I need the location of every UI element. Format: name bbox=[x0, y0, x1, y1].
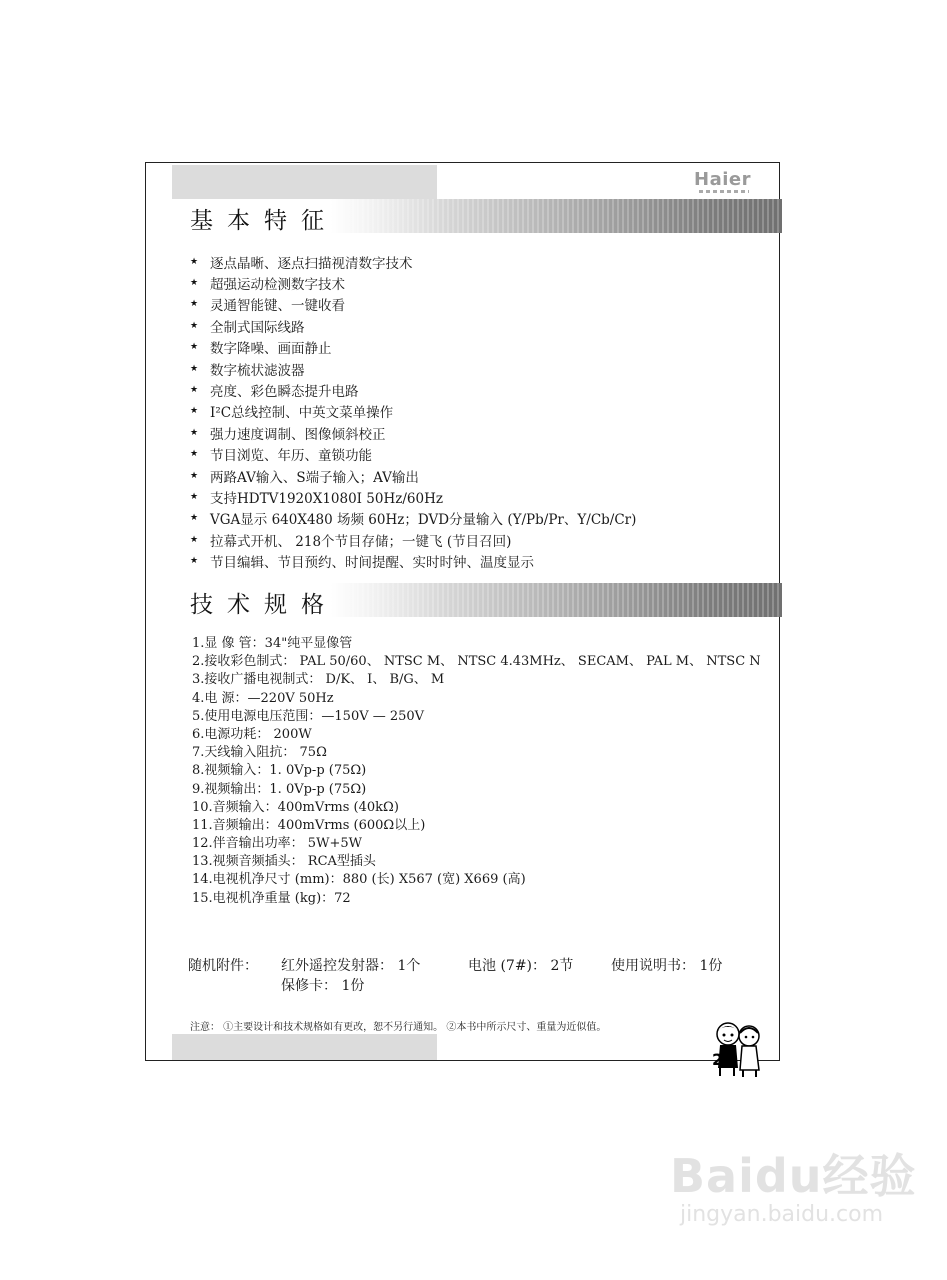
feature-text: 节目编辑、节目预约、时间提醒、实时时钟、温度显示 bbox=[210, 555, 534, 572]
star-bullet-icon: ★ bbox=[190, 385, 199, 396]
spec-list bbox=[192, 635, 761, 908]
footer-gray-bar bbox=[172, 1034, 437, 1060]
feature-text: 灵通智能键、一键收看 bbox=[210, 298, 345, 315]
section-title-specs: 技术规格 bbox=[190, 592, 338, 618]
feature-text: 数字梳状滤波器 bbox=[210, 362, 305, 379]
spec-item: 15.电视机净重量 (kg)：72 bbox=[192, 890, 351, 906]
feature-item bbox=[190, 550, 636, 571]
feature-item bbox=[190, 251, 636, 272]
star-bullet-icon: ★ bbox=[190, 363, 199, 374]
feature-item bbox=[190, 422, 636, 443]
haier-brothers-mascot-icon bbox=[706, 1020, 768, 1078]
feature-text: 全制式国际线路 bbox=[210, 319, 305, 336]
spec-item: 14.电视机净尺寸 (mm)：880 (长) X567 (宽) X669 (高) bbox=[192, 872, 526, 888]
watermark-url: jingyan.baidu.com bbox=[680, 1202, 884, 1227]
feature-text: 数字降噪、画面静止 bbox=[210, 341, 332, 358]
accessory-warranty-card: 保修卡： 1份 bbox=[281, 978, 365, 994]
star-bullet-icon: ★ bbox=[190, 342, 199, 353]
feature-item bbox=[190, 272, 636, 293]
spec-item: 5.使用电源电压范围：—150V — 250V bbox=[192, 708, 425, 724]
star-bullet-icon: ★ bbox=[190, 470, 199, 481]
accessories-label: 随机附件： bbox=[188, 958, 258, 974]
section-specs-header bbox=[172, 583, 782, 617]
star-bullet-icon: ★ bbox=[190, 534, 199, 545]
feature-item bbox=[190, 486, 636, 507]
feature-text: 支持HDTV1920X1080I 50Hz/60Hz bbox=[210, 490, 443, 507]
spec-item: 9.视频输出：1. 0Vp-p (75Ω) bbox=[192, 781, 367, 797]
page-number: 2 bbox=[712, 1050, 724, 1069]
feature-text: I²C总线控制、中英文菜单操作 bbox=[210, 405, 394, 422]
feature-text: 节目浏览、年历、童锁功能 bbox=[210, 448, 372, 465]
spec-item: 6.电源功耗： 200W bbox=[192, 726, 312, 742]
spec-item: 4.电 源：—220V 50Hz bbox=[192, 690, 334, 706]
feature-text: 强力速度调制、图像倾斜校正 bbox=[210, 426, 386, 443]
header-gray-bar bbox=[172, 165, 437, 199]
feature-item bbox=[190, 401, 636, 422]
star-bullet-icon: ★ bbox=[190, 556, 199, 567]
star-bullet-icon: ★ bbox=[190, 406, 199, 417]
feature-item bbox=[190, 379, 636, 400]
spec-item: 3.接收广播电视制式： D/K、 I、 B/G、 M bbox=[192, 672, 445, 688]
feature-item bbox=[190, 508, 636, 529]
feature-item bbox=[190, 315, 636, 336]
spec-item: 11.音频输出：400mVrms (600Ω以上) bbox=[192, 817, 426, 833]
spec-item: 2.接收彩色制式： PAL 50/60、 NTSC M、 NTSC 4.43MHz、 SECAM、 PAL M、 NTSC N bbox=[192, 654, 761, 670]
feature-list bbox=[190, 251, 636, 572]
accessory-remote: 红外遥控发射器： 1个 bbox=[281, 958, 421, 974]
footnote: 注意： ①主要设计和技术规格如有更改，恕不另行通知。 ②本书中所示尺寸、重量为近似值。 bbox=[190, 1022, 607, 1033]
watermark-logo: Baidu经验 bbox=[670, 1149, 917, 1203]
spec-item: 10.音频输入：400mVrms (40kΩ) bbox=[192, 799, 399, 815]
feature-text: 两路AV输入、S端子输入；AV输出 bbox=[210, 469, 419, 486]
feature-text: 亮度、彩色瞬态提升电路 bbox=[210, 384, 359, 401]
star-bullet-icon: ★ bbox=[190, 513, 199, 524]
star-bullet-icon: ★ bbox=[190, 278, 199, 289]
star-bullet-icon: ★ bbox=[190, 299, 199, 310]
star-bullet-icon: ★ bbox=[190, 320, 199, 331]
feature-text: VGA显示 640X480 场频 60Hz；DVD分量输入 (Y/Pb/Pr、Y/Cb/Cr) bbox=[210, 512, 637, 529]
spec-item: 7.天线输入阻抗： 75Ω bbox=[192, 745, 327, 761]
accessory-battery: 电池 (7#)： 2节 bbox=[468, 958, 574, 974]
feature-text: 超强运动检测数字技术 bbox=[210, 277, 345, 294]
spec-item: 12.伴音输出功率： 5W+5W bbox=[192, 836, 362, 852]
logo-underline bbox=[699, 190, 749, 193]
manual-page bbox=[145, 162, 780, 1061]
feature-item bbox=[190, 465, 636, 486]
feature-item bbox=[190, 444, 636, 465]
spec-item: 13.视频音频插头： RCA型插头 bbox=[192, 854, 376, 870]
feature-text: 逐点晶晰、逐点扫描视清数字技术 bbox=[210, 255, 413, 272]
feature-item bbox=[190, 358, 636, 379]
section-title-basic-features: 基本特征 bbox=[190, 208, 338, 234]
spec-item: 1.显 像 管：34"纯平显像管 bbox=[192, 636, 353, 651]
star-bullet-icon: ★ bbox=[190, 449, 199, 460]
section-basic-features-header bbox=[172, 199, 782, 233]
star-bullet-icon: ★ bbox=[190, 427, 199, 438]
accessories bbox=[188, 955, 722, 995]
feature-item bbox=[190, 337, 636, 358]
baidu-watermark bbox=[670, 1140, 917, 1227]
spec-item: 8.视频输入：1. 0Vp-p (75Ω) bbox=[192, 763, 367, 779]
accessory-manual: 使用说明书： 1份 bbox=[611, 958, 723, 974]
star-bullet-icon: ★ bbox=[190, 256, 199, 267]
feature-item bbox=[190, 529, 636, 550]
feature-item bbox=[190, 294, 636, 315]
feature-text: 拉幕式开机、 218个节目存储；一键飞 (节目召回) bbox=[210, 533, 512, 550]
star-bullet-icon: ★ bbox=[190, 491, 199, 502]
haier-logo: Haier bbox=[694, 169, 751, 190]
